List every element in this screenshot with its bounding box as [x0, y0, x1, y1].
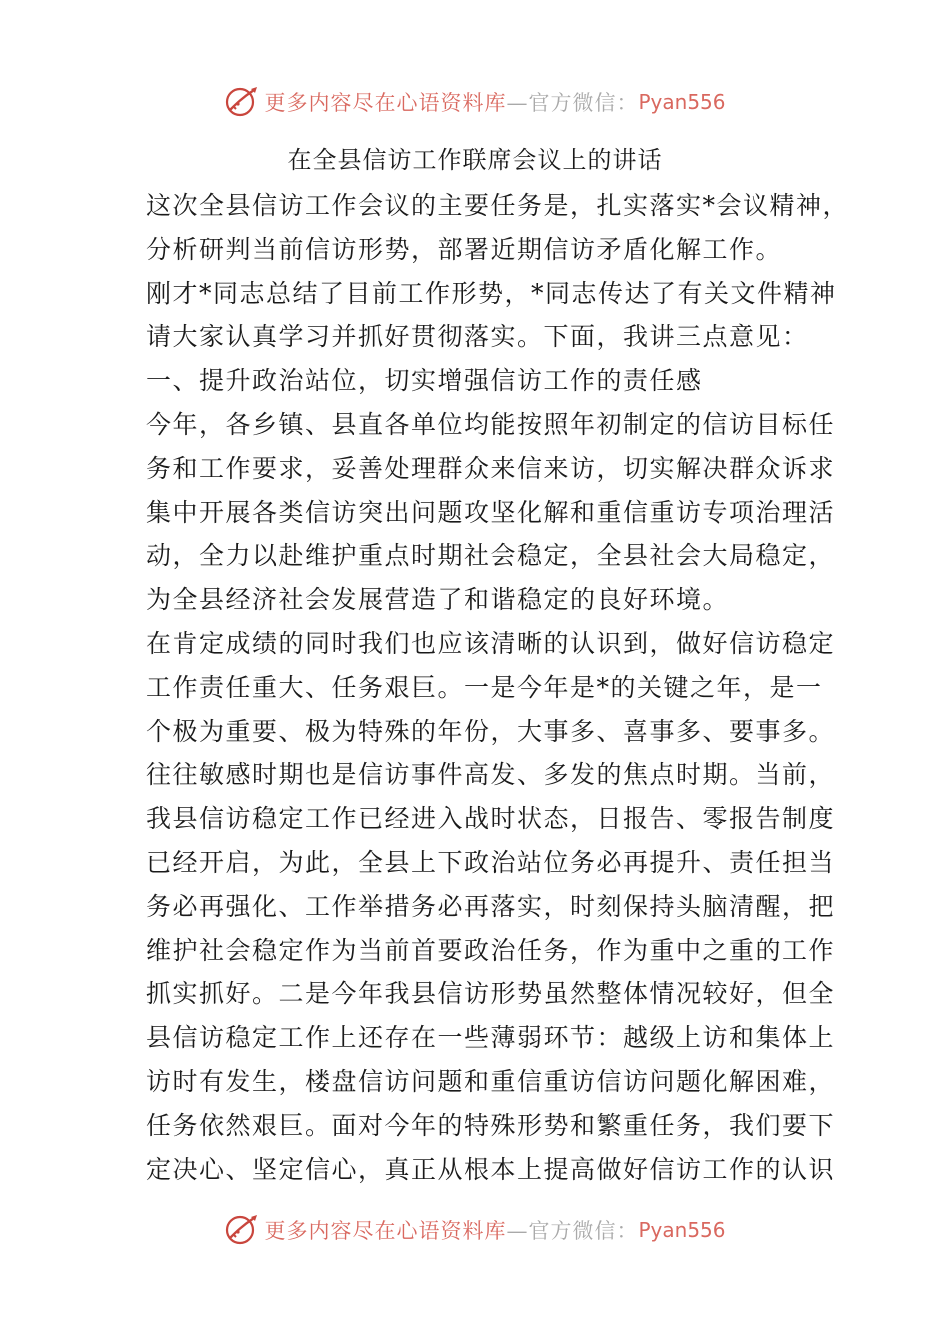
body-line: 这次全县信访工作会议的主要任务是，扎实落实*会议精神，	[146, 191, 850, 220]
body-line: 动，全力以赴维护重点时期社会稳定，全县社会大局稳定，	[146, 541, 836, 571]
watermark-brand: 更多内容尽在心语资料库	[264, 1219, 507, 1243]
body-line: 往往敏感时期也是信访事件高发、多发的焦点时期。当前，	[146, 760, 836, 790]
watermark-tail: —官方微信：	[506, 1219, 639, 1243]
body-line: 务必再强化、工作举措务必再落实，时刻保持头脑清醒，把	[146, 891, 836, 921]
body-line: 个极为重要、极为特殊的年份，大事多、喜事多、要事多。	[146, 716, 836, 746]
body-line: 集中开展各类信访突出问题攻坚化解和重信重访专项治理活	[146, 497, 836, 527]
body-line: 请大家认真学习并抓好贯彻落实。下面，我讲三点意见：	[146, 322, 809, 352]
pen-logo-icon	[224, 1212, 260, 1248]
body-line: 在肯定成绩的同时我们也应该清晰的认识到，做好信访稳定	[146, 628, 836, 658]
watermark-wechat-id: Pyan556	[638, 1218, 726, 1242]
body-line: 维护社会稳定作为当前首要政治任务，作为重中之重的工作	[146, 935, 836, 965]
body-line: 务和工作要求，妥善处理群众来信来访，切实解决群众诉求	[146, 453, 836, 483]
body-line: 已经开启，为此，全县上下政治站位务必再提升、责任担当	[146, 847, 836, 877]
body-line: 今年，各乡镇、县直各单位均能按照年初制定的信访目标任	[146, 409, 836, 439]
body-line: 工作责任重大、任务艰巨。一是今年是*的关键之年，是一	[146, 672, 823, 702]
body-line: 任务依然艰巨。面对今年的特殊形势和繁重任务，我们要下	[146, 1110, 836, 1140]
body-line: 为全县经济社会发展营造了和谐稳定的良好环境。	[146, 585, 730, 615]
body-line: 我县信访稳定工作已经进入战时状态，日报告、零报告制度	[146, 804, 836, 834]
body-line: 抓实抓好。二是今年我县信访形势虽然整体情况较好，但全	[146, 979, 836, 1009]
document-body	[146, 184, 850, 1191]
watermark-banner-top	[0, 80, 950, 124]
body-line: 县信访稳定工作上还存在一些薄弱环节：越级上访和集体上	[146, 1023, 836, 1053]
watermark-tail: —官方微信：	[506, 91, 639, 115]
body-line: 分析研判当前信访形势，部署近期信访矛盾化解工作。	[146, 234, 783, 264]
watermark-banner-bottom	[0, 1208, 950, 1252]
watermark-wechat-id: Pyan556	[638, 90, 726, 114]
body-line: 访时有发生，楼盘信访问题和重信重访信访问题化解困难，	[146, 1066, 836, 1096]
pen-logo-icon	[224, 84, 260, 120]
body-line: 刚才*同志总结了目前工作形势，*同志传达了有关文件精神	[146, 278, 837, 308]
section-heading: 一、提升政治站位，切实增强信访工作的责任感	[146, 366, 703, 396]
document-title: 在全县信访工作联席会议上的讲话	[287, 146, 663, 174]
body-line: 定决心、坚定信心，真正从根本上提高做好信访工作的认识	[146, 1154, 836, 1184]
watermark-brand: 更多内容尽在心语资料库	[264, 91, 507, 115]
